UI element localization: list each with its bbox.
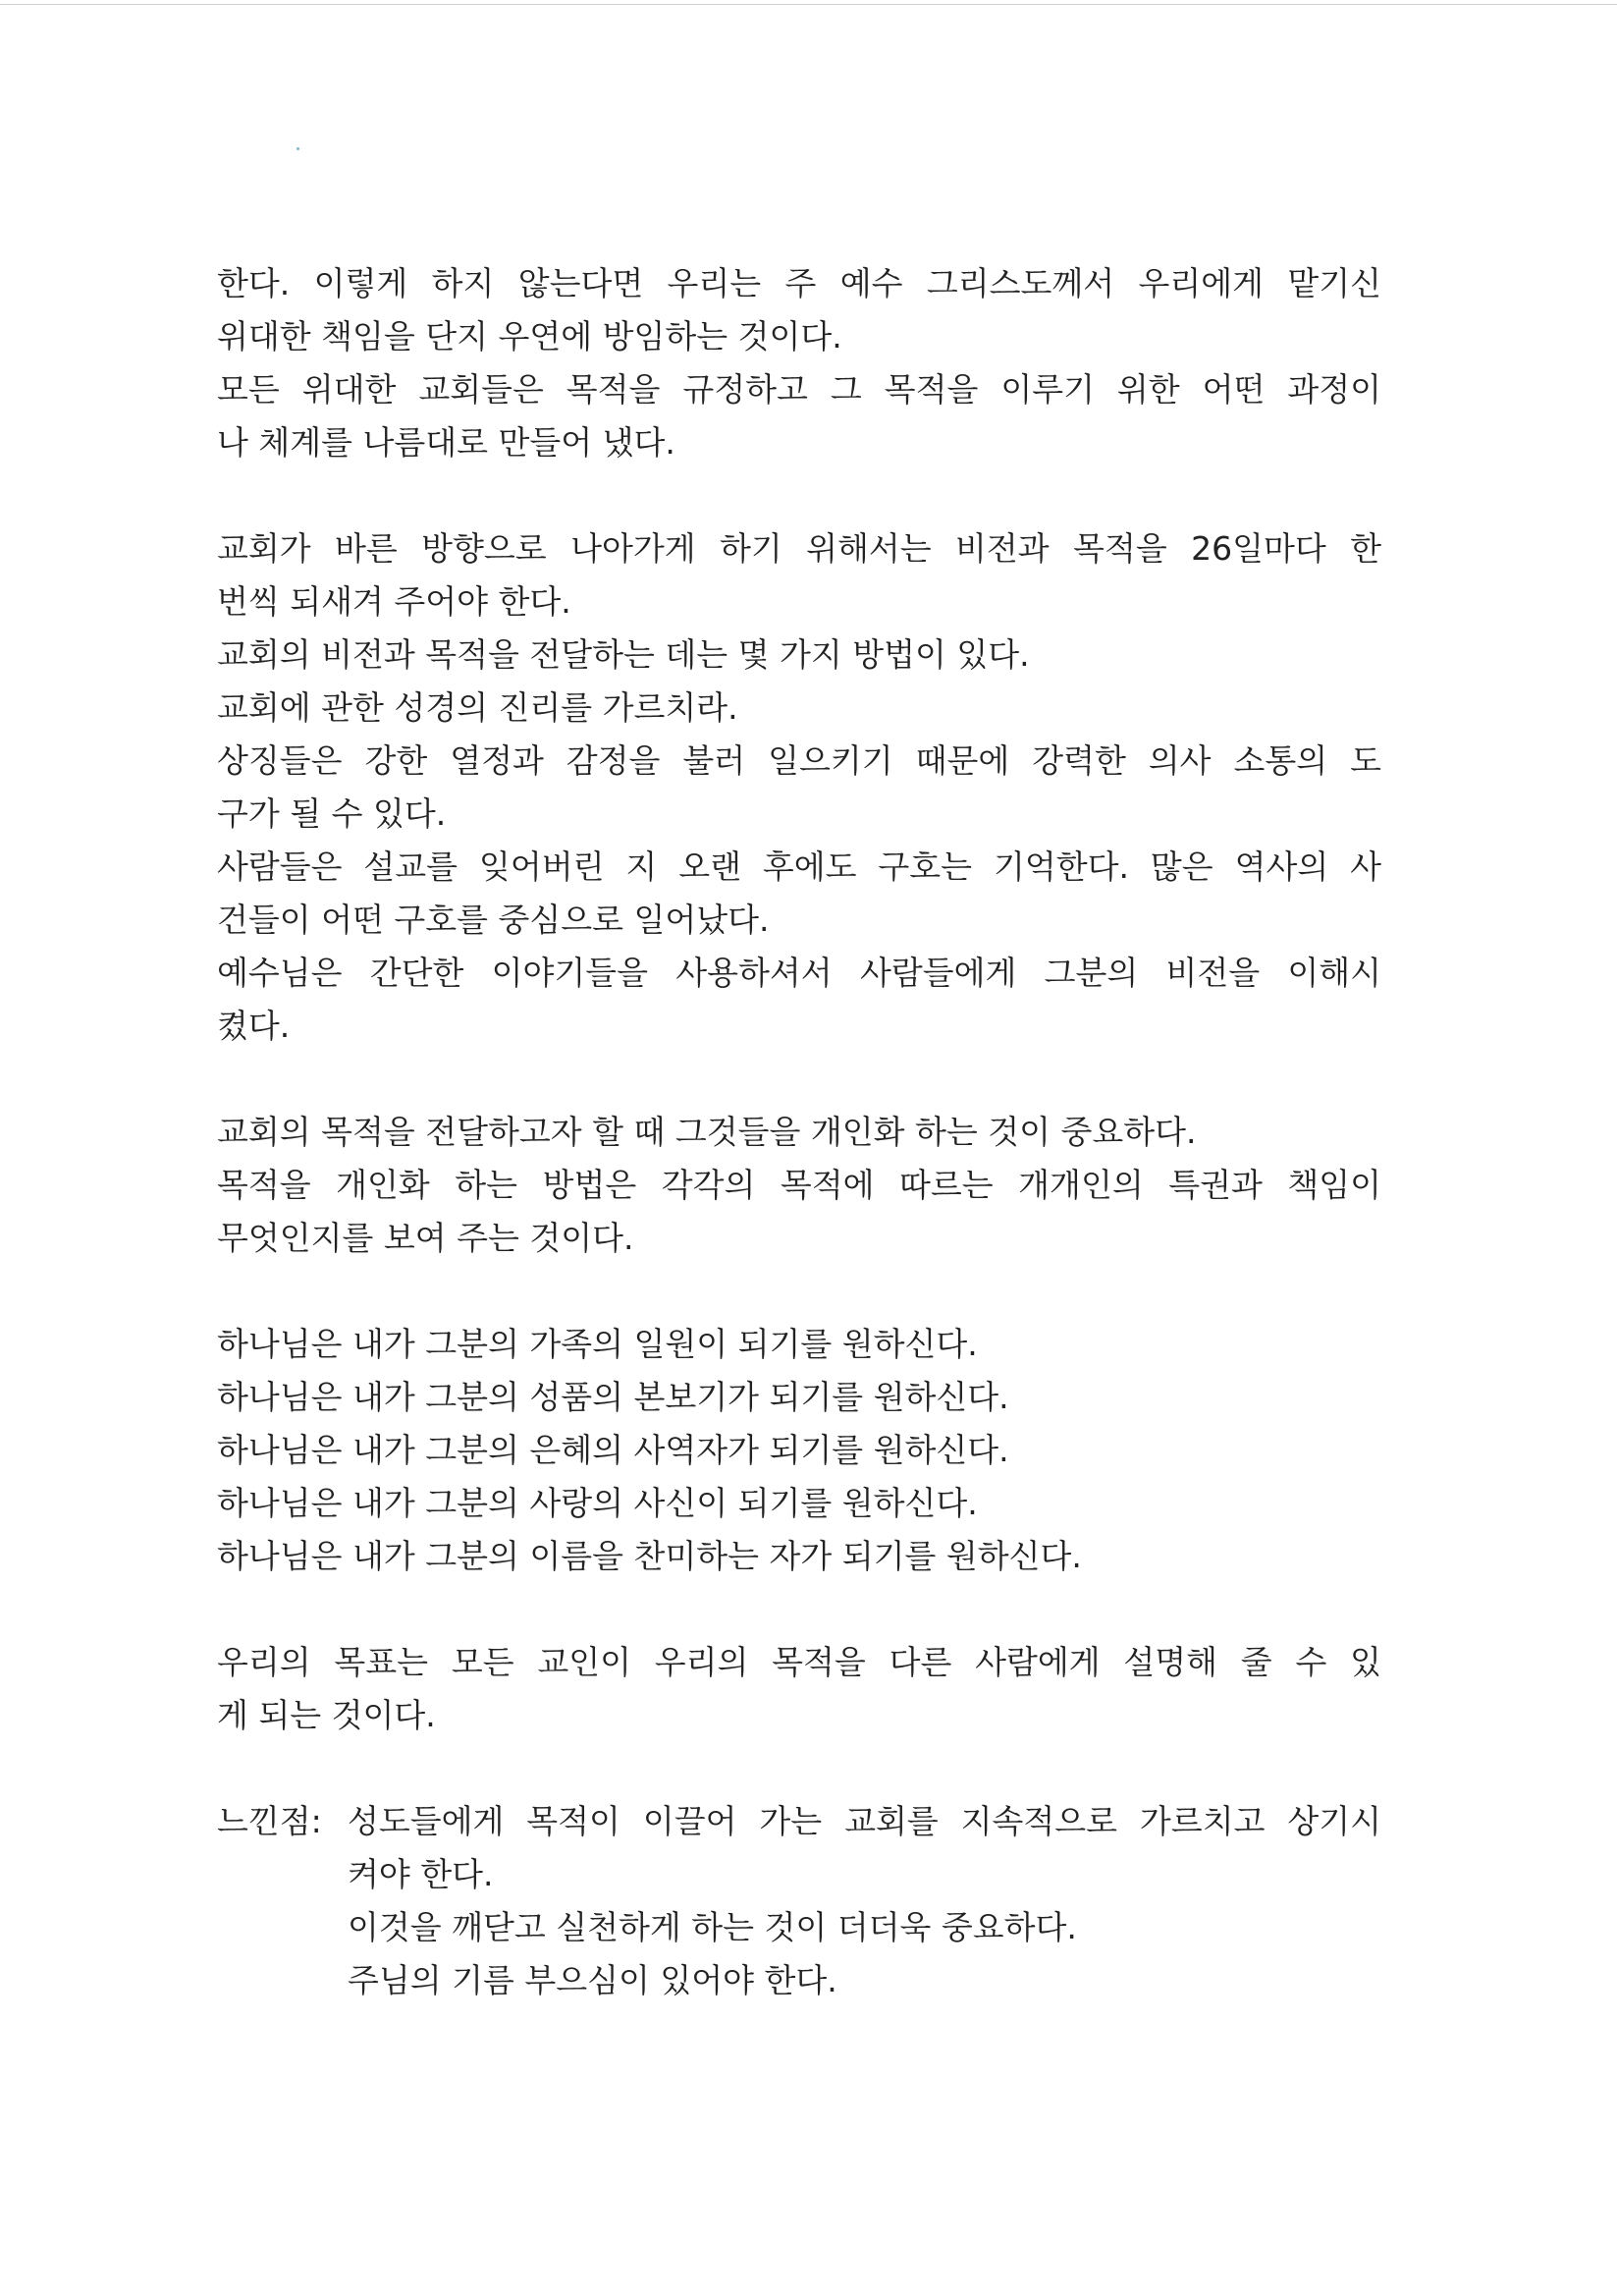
paragraph-2 bbox=[217, 522, 1381, 1053]
paragraph-1 bbox=[217, 257, 1381, 469]
text-line: 우리의 목표는 모든 교인이 우리의 목적을 다른 사람에게 설명해 줄 수 있 bbox=[217, 1643, 1381, 1681]
text-line: 위대한 책임을 단지 우연에 방임하는 것이다. bbox=[217, 317, 842, 355]
text-line: 성도들에게 목적이 이끌어 가는 교회를 지속적으로 가르치고 상기시 bbox=[348, 1802, 1381, 1840]
text-line: 목적을 개인화 하는 방법은 각각의 목적에 따르는 개개인의 특권과 책임이 bbox=[217, 1166, 1381, 1204]
text-line: 한다. 이렇게 하지 않는다면 우리는 주 예수 그리스도께서 우리에게 맡기신 bbox=[217, 264, 1381, 302]
paragraph-5 bbox=[217, 1636, 1381, 1742]
reflection-label: 느낀점: bbox=[217, 1802, 322, 1840]
text-line: 상징들은 강한 열정과 감정을 불러 일으키기 때문에 강력한 의사 소통의 도 bbox=[217, 741, 1381, 780]
text-line: 건들이 어떤 구호를 중심으로 일어났다. bbox=[217, 901, 770, 939]
text-line: 사람들은 설교를 잊어버린 지 오랜 후에도 구호는 기억한다. 많은 역사의 사 bbox=[217, 847, 1381, 886]
paragraph-4 bbox=[217, 1318, 1381, 1583]
text-line: 이것을 깨닫고 실천하게 하는 것이 더더욱 중요하다. bbox=[348, 1908, 1077, 1946]
text-line: 하나님은 내가 그분의 성품의 본보기가 되기를 원하신다. bbox=[217, 1378, 1009, 1416]
text-line: 예수님은 간단한 이야기들을 사용하셔서 사람들에게 그분의 비전을 이해시 bbox=[217, 954, 1381, 992]
text-line: 하나님은 내가 그분의 은혜의 사역자가 되기를 원하신다. bbox=[217, 1431, 1009, 1469]
text-line: 모든 위대한 교회들은 목적을 규정하고 그 목적을 이루기 위한 어떤 과정이 bbox=[217, 370, 1381, 409]
scan-speck bbox=[296, 147, 299, 150]
text-line: 구가 될 수 있다. bbox=[217, 794, 447, 833]
scan-edge-line bbox=[0, 4, 1617, 5]
text-line: 교회가 바른 방향으로 나아가게 하기 위해서는 비전과 목적을 26일마다 한 bbox=[217, 529, 1381, 568]
text-line: 무엇인지를 보여 주는 것이다. bbox=[217, 1219, 634, 1257]
text-line: 켜야 한다. bbox=[348, 1855, 494, 1893]
text-line: 교회에 관한 성경의 진리를 가르치라. bbox=[217, 688, 738, 727]
text-line: 하나님은 내가 그분의 사랑의 사신이 되기를 원하신다. bbox=[217, 1484, 978, 1522]
text-line: 게 되는 것이다. bbox=[217, 1696, 436, 1734]
paragraph-3 bbox=[217, 1106, 1381, 1265]
text-line: 나 체계를 나름대로 만들어 냈다. bbox=[217, 423, 675, 462]
text-line: 번씩 되새겨 주어야 한다. bbox=[217, 582, 571, 621]
text-line: 교회의 목적을 전달하고자 할 때 그것들을 개인화 하는 것이 중요하다. bbox=[217, 1113, 1197, 1151]
text-line: 하나님은 내가 그분의 가족의 일원이 되기를 원하신다. bbox=[217, 1325, 978, 1363]
document-body bbox=[217, 257, 1381, 2007]
text-line: 주님의 기름 부으심이 있어야 한다. bbox=[348, 1961, 837, 1999]
text-line: 켰다. bbox=[217, 1007, 291, 1045]
text-line: 교회의 비전과 목적을 전달하는 데는 몇 가지 방법이 있다. bbox=[217, 635, 1030, 674]
text-line: 하나님은 내가 그분의 이름을 찬미하는 자가 되기를 원하신다. bbox=[217, 1537, 1082, 1575]
reflection-section bbox=[217, 1795, 1381, 2007]
